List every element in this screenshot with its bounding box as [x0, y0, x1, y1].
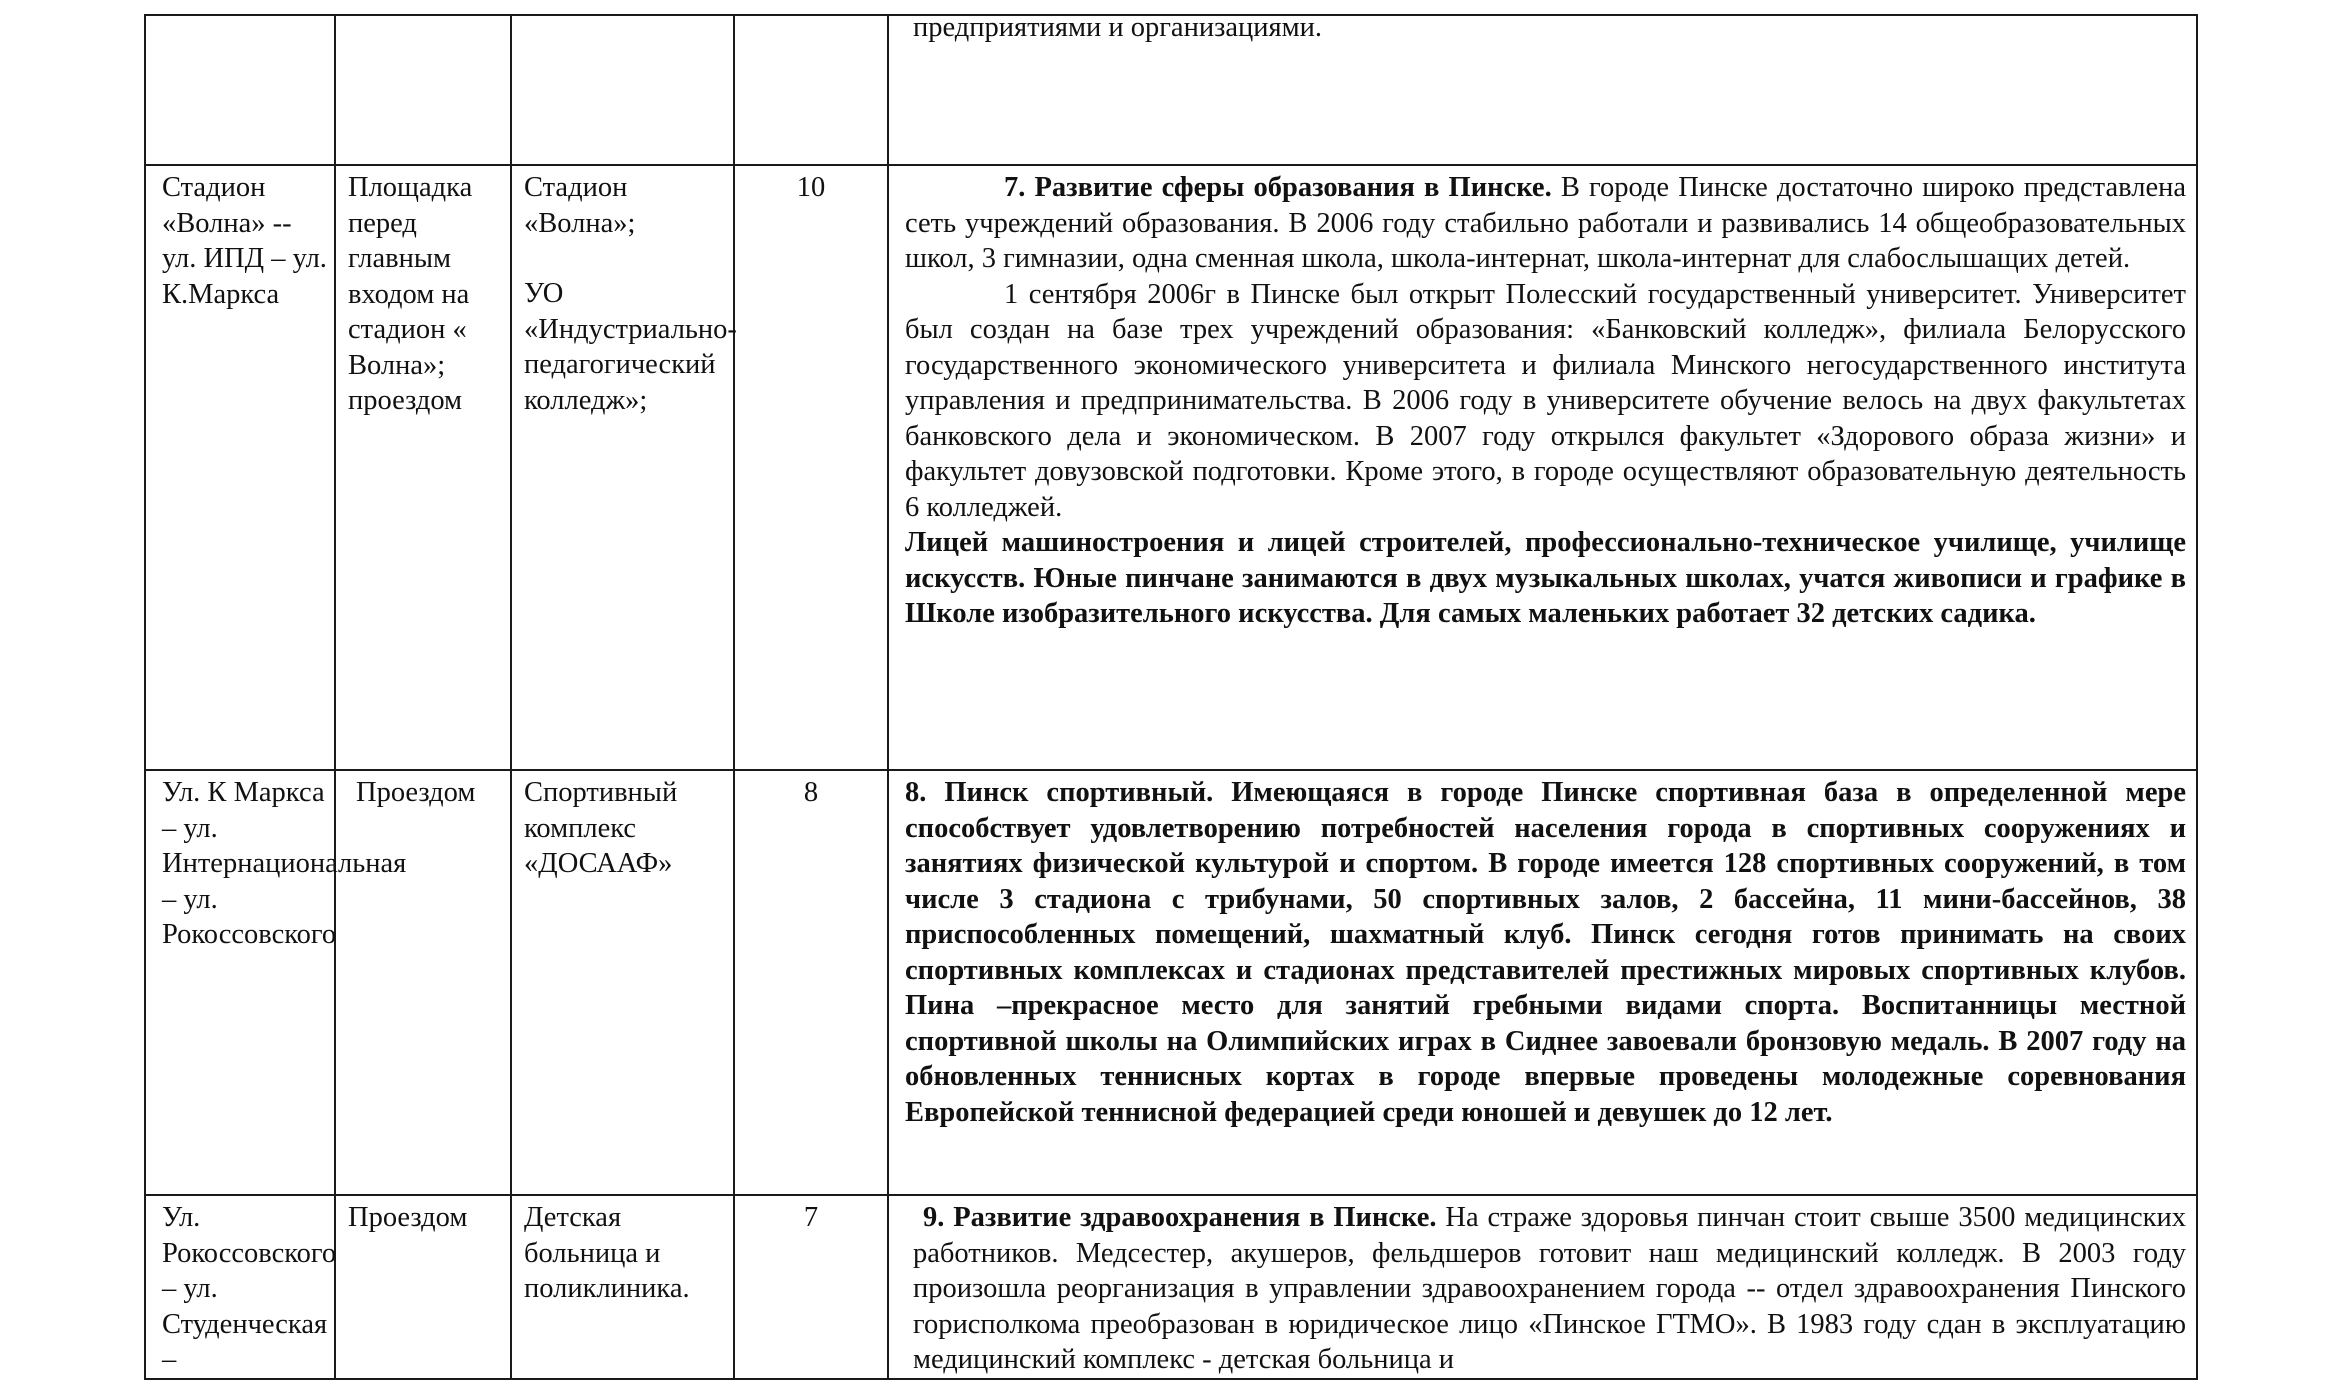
route-cell: Ул. К Маркса – ул. Интернациональная – ул. Рокоссовского	[145, 770, 335, 1195]
object-cell	[511, 165, 737, 770]
section-heading: 7. Развитие сферы образования в Пинске.	[1004, 172, 1552, 203]
paragraph: предприятиями и организациями.	[913, 12, 1323, 43]
duration-cell: 8	[734, 770, 888, 1195]
text-cell	[888, 770, 2197, 1195]
paragraph-text: В городе Пинске достаточно широко представлена сеть учреждений образования. В 2006 году стабильно работали и развивались 14 общеобразовательных школ, 3 гимназии, одна сменная школа, школа-интернат, школа-интернат для слабослышащих детей.	[905, 172, 2186, 274]
route-cell: Стадион «Волна» -- ул. ИПД – ул. К.Маркса	[145, 165, 335, 770]
paragraph	[905, 170, 2186, 277]
text-cell	[888, 12, 2197, 165]
paragraph-text: На страже здоровья пинчан стоит свыше 3500 медицинских работников. Медсестер, акушеров, фельдшеров готовит наш медицинский колледж. В 2003 году произошла реорганизация в управлении здравоохранением города -- отдел здравоохранения Пинского горисполкома преобразован в юридическое лицо «Пинское ГТМО». В 1983 году сдан в эксплуатацию медицинский комплекс - детская больница и	[913, 1202, 2187, 1375]
text-cell	[888, 1195, 2197, 1379]
stop-cell: Проездом	[335, 1195, 511, 1379]
section-heading: 8. Пинск спортивный.	[905, 777, 1214, 808]
paragraph	[905, 1200, 2186, 1378]
route-cell	[145, 15, 335, 165]
document-table	[144, 14, 2198, 1380]
table-row	[145, 770, 2197, 1195]
stop-cell: Проездом	[335, 770, 511, 1195]
duration-cell: 7	[734, 1195, 888, 1379]
paragraph-text: Имеющаяся в городе Пинске спортивная база в определенной мере способствует удовлетворению потребностей населения города в спортивных сооружениях и занятиях физической культурой и спортом. В городе имеется 128 спортивных сооружений, в том числе 3 стадиона с трибунами, 50 спортивных залов, 2 бассейна, 11 мини-бассейнов, 38 приспособленных помещений, шахматный клуб. Пинск сегодня готов принимать на своих спортивных комплексах и стадионах представителей престижных мировых спортивных клубов. Пина –прекрасное место для занятий гребными видами спорта. Воспитанницы местной спортивной школы на Олимпийских играх в Сиднее завоевали бронзовую медаль. В 2007 году на обновленных теннисных кортах в городе впервые проведены молодежные соревнования Европейской теннисной федерацией среди юношей и девушек до 12 лет.	[905, 777, 2186, 1128]
object-cell	[511, 15, 734, 165]
paragraph: Лицей машиностроения и лицей строителей, профессионально-техническое училище, училище искусств. Юные пинчане занимаются в двух музыкальных школах, учатся живописи и графике в Школе изобразительного искусства. Для самых маленьких работает 32 детских садика.	[905, 527, 2186, 629]
table-row	[145, 15, 2197, 165]
table-row	[145, 1195, 2197, 1379]
section-heading: 9. Развитие здравоохранения в Пинске.	[923, 1202, 1437, 1233]
paragraph: 1 сентября 2006г в Пинске был открыт Полесский государственный университет. Университет был создан на базе трех учреждений образования: «Банковский колледж», филиала Белорусского государственного экономического университета и филиала Минского негосударственного института управления и предпринимательства. В 2006 году в университете обучение велось на двух факультетах банковского дела и экономическом. В 2007 году открылся факультет «Здорового образа жизни» и факультет довузовской подготовки. Кроме этого, в городе осуществляют образовательную деятельность 6 колледжей.	[905, 278, 2186, 523]
duration-cell: 10	[734, 165, 888, 770]
object-name: Стадион «Волна»;	[524, 172, 636, 239]
duration-cell	[734, 15, 888, 165]
object-name: УО «Индустриально-педагогический колледж»;	[524, 278, 737, 416]
text-cell	[888, 165, 2197, 770]
route-cell: Ул. Рокоссовского – ул. Студенческая –	[145, 1195, 335, 1379]
table-row	[145, 165, 2197, 770]
stop-cell	[335, 15, 511, 165]
stop-cell: Площадка перед главным входом на стадион « Волна»; проездом	[335, 165, 511, 770]
object-cell: Спортивный комплекс «ДОСААФ»	[511, 770, 734, 1195]
paragraph	[905, 775, 2186, 1130]
object-cell: Детская больница и поликлиника.	[511, 1195, 734, 1379]
